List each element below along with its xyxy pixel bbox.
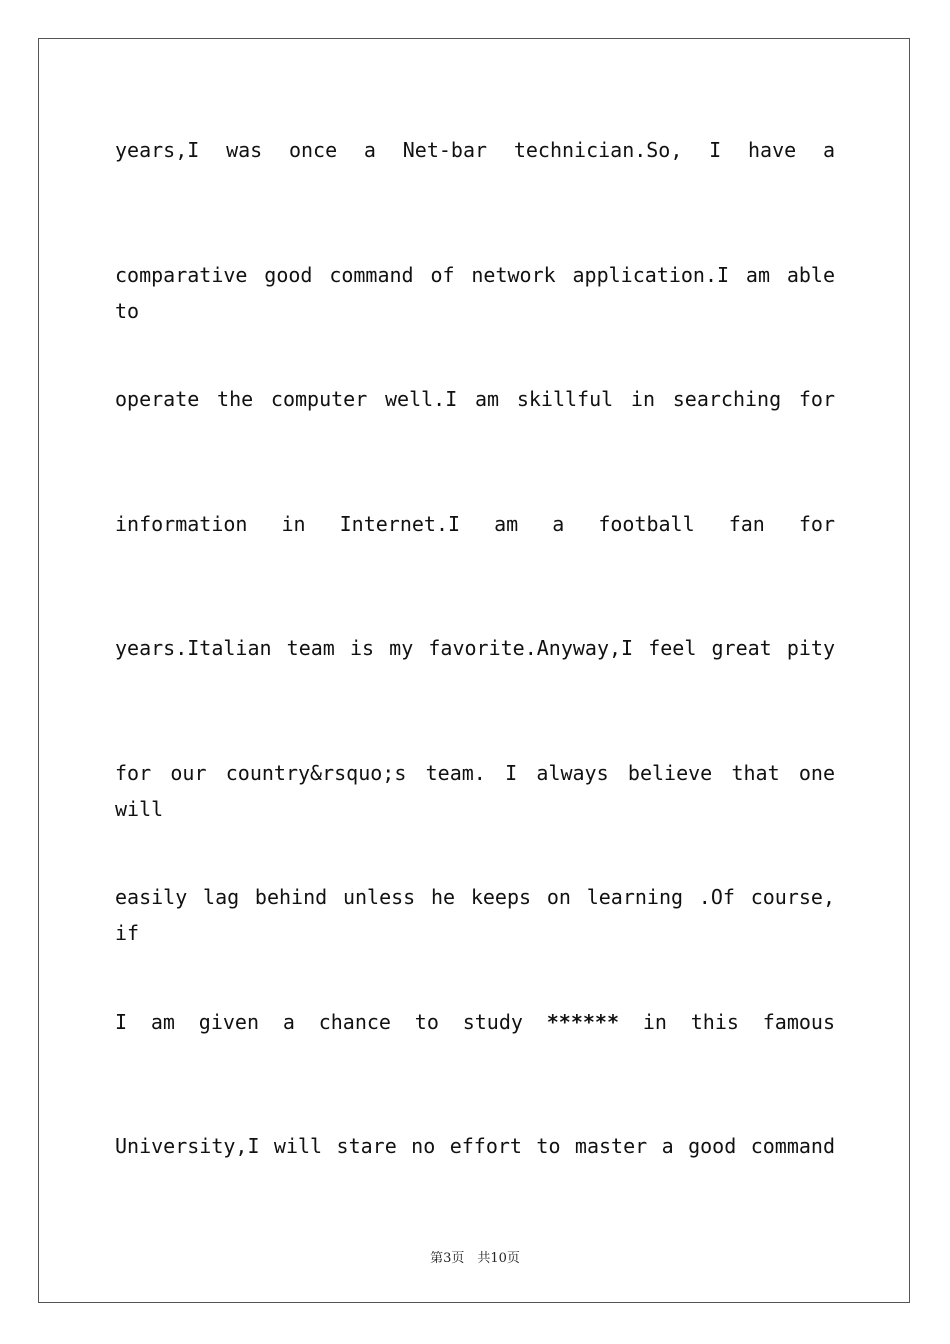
- text-line-8: [115, 1004, 835, 1129]
- text-line-3: operate the computer well.I am skillful in searching for: [115, 387, 835, 411]
- text-line-2: comparative good command of network application.I am able to: [115, 262, 835, 323]
- text-line-8-before: I am given a chance to study: [115, 1009, 523, 1034]
- text-line-5: years.Italian team is my favorite.Anyway,I feel great pity: [115, 636, 835, 660]
- text-line-7: easily lag behind unless he keeps on learning .Of course, if: [115, 885, 835, 945]
- document-body: [115, 132, 835, 1253]
- text-line-4: information in Internet.I am a football fan for: [115, 511, 835, 536]
- text-line-1: years,I was once a Net-bar technician.So, I have a: [115, 138, 835, 162]
- page-number: 第3页 共10页: [430, 1251, 520, 1266]
- text-line-6: for our country&rsquo;s team. I always believe that one will: [115, 760, 835, 821]
- text-line-9: University,I will stare no effort to master a good command: [115, 1134, 835, 1158]
- text-line-8-after: in this famous: [642, 1009, 835, 1034]
- masked-text: ******: [546, 1009, 619, 1034]
